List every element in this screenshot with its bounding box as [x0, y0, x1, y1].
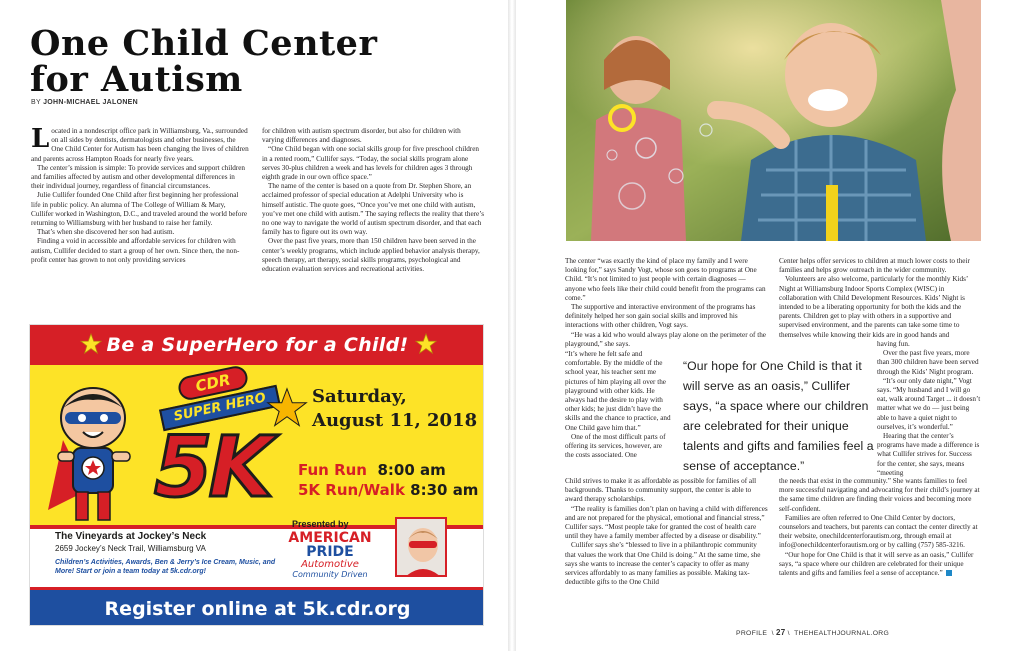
paragraph: “It’s where he felt safe and comfortable. By the middle of the school year, his teacher sent me pictures of him playing all over the playground with other kids. He always had the desire to play with other kids; he just didn’t have the skills and the chance to practice, and One Child gave him that.”	[565, 350, 671, 432]
fun-run-time: 8:00 am	[377, 461, 446, 479]
article-column-2	[262, 127, 484, 274]
children-blowing-bubbles-photo	[566, 0, 981, 241]
paragraph: Over the past five years, more than 150 children have been served in the center’s weekly programs, which include applied behavior analysis therapy, speech therapy, art therapy, social skills programs, psychological and education evaluation services and recreational activities.	[262, 237, 480, 274]
article-title-line2: for Autism	[30, 59, 243, 100]
venue-info	[55, 531, 285, 576]
race-times	[298, 460, 478, 500]
byline	[31, 99, 138, 106]
ad-banner-text: Be a SuperHero for a Child!	[106, 334, 409, 356]
article-column-4-top	[779, 257, 981, 340]
5k-walk-time: 8:30 am	[410, 481, 479, 499]
article-column-1	[31, 124, 249, 265]
event-date-full: August 11, 2018	[312, 410, 478, 431]
paragraph: “He was a kid who would always play alone on the perimeter of the playground,” she says.	[565, 330, 766, 348]
paragraph: for children with autism spectrum disorder, but also for children with varying differences and diagnoses.	[262, 127, 461, 145]
star-icon	[80, 333, 102, 355]
paragraph: having fun.	[877, 340, 910, 348]
paragraph: Julie Cullifer founded One Child after first beginning her professional life in public policy. An alumna of The College of William & Mary, Cullifer worked in Washington, D.C., and traveled around the world before returning to Williamsburg with her husband to raise her family.	[31, 191, 248, 228]
page-footer: PROFILE \ 27 \ THEHEALTHJOURNAL.ORG	[736, 628, 890, 637]
register-banner	[30, 587, 484, 626]
star-icon	[415, 333, 437, 355]
article-column-3-top	[565, 257, 768, 349]
paragraph: Finding a void in accessible and affordable services for children with autism, Cullifer decided to start a group of her own. Since then, the non-profit center has grown to not only providing services	[31, 237, 240, 264]
drop-cap: L	[31, 124, 50, 154]
paragraph: The name of the center is based on a quote from Dr. Stephen Shore, an acclaimed professor of special education at Adelphi University who is himself autistic. The quote goes, “Once you’ve met one child with autism, you’ve met one child with autism.” The saying reflects the reality that there’s no one way to navigate the world of autism spectrum disorder, and that each family has to figure out its own way.	[262, 182, 485, 237]
paragraph: One of the most difficult parts of offering its services, however, are the costs associated. One	[565, 432, 666, 460]
page-gutter	[508, 0, 516, 651]
paragraph: “Our hope for One Child is that it will serve as an oasis,” Cullifer says, “a space where our children are celebrated for their unique talents and gifts and families feel a sense of acceptance.”	[779, 550, 974, 578]
paragraph: “One Child began with one social skills group for five preschool children in a rented room,” Cullifer says. “Today, the social skills program alone serves 30-plus children a week and has levels for children ages 3 through eighth grade in our own office space.”	[262, 145, 479, 182]
paragraph: The center “was exactly the kind of place my family and I were looking for,” says Sandy Vogt, whose son goes to programs at One Child. “It’s not limited to just people with certain diagnoses — anyone who feels like their child could benefit from the programs can come.”	[565, 257, 766, 302]
paragraph: That’s when she discovered her son had autism.	[37, 228, 175, 237]
article-title-line1: One Child Center	[30, 23, 378, 64]
page-number: 27	[775, 628, 786, 637]
article-column-3-narrow	[565, 350, 671, 460]
footer-section: PROFILE	[736, 630, 768, 637]
star-icon	[266, 387, 308, 429]
paragraph: Center helps offer services to children at much lower costs to their families and helps grow outreach in the wider community.	[779, 257, 970, 275]
5k-walk-label: 5K Run/Walk	[298, 481, 405, 499]
article-column-4-bottom	[779, 477, 981, 578]
venue-address: 2659 Jockey’s Neck Trail, Williamsburg VA	[55, 544, 206, 553]
paragraph: The supportive and interactive environment of the programs has definitely helped her son gain social skills and improved his interactions with other children, Vogt says.	[565, 303, 756, 330]
article-column-3-bottom	[565, 477, 768, 587]
paragraph: “It’s our only date night,” Vogt says. “My husband and I will go eat, walk around Target ... it doesn’t matter what we do — just being able to have a quiet night to ourselves, it’s wonderful.”	[877, 376, 981, 431]
pull-quote: “Our hope for One Child is that it will serve as an oasis,” Cullifer says, “a space where our children are celebrated for their unique talents and gifts and families feel a sense of acceptance.”	[683, 359, 874, 473]
paragraph: Hearing that the center’s programs have made a difference is what Cullifer strives for. Success for the center, she says, means “meeting	[877, 432, 980, 477]
paragraph: “The reality is families don’t plan on having a child with differences and are not prepared for the physical, emotional and financial stress,” Cullifer says. “Most people take for granted the cost of health care until they have a family member affected by a disease or disability.”	[565, 504, 768, 541]
register-text: Register online at 5k.cdr.org	[104, 597, 411, 620]
article-column-4-narrow	[877, 340, 981, 478]
fun-run-label: Fun Run	[298, 461, 367, 479]
paragraph: ocated in a nondescript office park in Williamsburg, Va., surrounded on all sides by dentists, dermatologists and other businesses, the One Child Center for Autism has been changing the lives of children and parents across Hampton Roads for nearly five years.	[31, 127, 249, 163]
cdr-5k-advertisement	[29, 324, 484, 626]
paragraph: the needs that exist in the community.” She wants families to feel more successful navigating and advocating for their child’s journey at the same time children are finding their voices and becoming more self-confident.	[779, 477, 980, 513]
paragraph: Cullifer says she’s “blessed to live in a philanthropic community that values the work that One Child is doing.” At the same time, she says she wants to increase the center’s capacity to offer as many services affordably to as many families as possible. Making tax-deductible gifts to the One Child	[565, 541, 761, 587]
5k-big-text: 5K	[154, 418, 270, 516]
venue-name: The Vineyards at Jockey’s Neck	[55, 531, 207, 542]
paragraph: Volunteers are also welcome, particularly for the monthly Kids’ Night at Williamsburg Indoor Sports Complex (WISC) in collaboration with Child Development Resources. Kids’ Night is intended to be a liberating opportunity for both the kids and the parents. Children get to play with others in a supportive and supervised environment, and the parents can take some time to themselves while knowing their kids are in good hands and	[779, 275, 968, 339]
byline-prefix: BY	[31, 99, 41, 106]
paragraph: Families are often referred to One Child Center by doctors, counselors and teachers, but parents can contact the center directly at their website, onechildcenterforautism.org, through email at info@onechildcenterforautism.org or by calling (757) 585-3216.	[779, 513, 978, 550]
event-date-day: Saturday,	[312, 386, 407, 407]
paragraph: Child strives to make it as affordable as possible for families of all backgrounds. Thanks to community support, the center is able to award therapy scholarships.	[565, 477, 757, 504]
cdr-logo-badge: CDR	[176, 364, 249, 402]
american-pride-logo: AMERICAN PRIDE Automotive Community Driven	[288, 530, 372, 579]
paragraph: The center’s mission is simple: To provide services and support children and families affected by autism and other developmental differences in their individual journey, regardless of financial circumstances.	[31, 163, 246, 191]
end-mark-icon	[946, 570, 952, 576]
paragraph: Over the past five years, more than 300 children have been served through the Kids’ Night program.	[877, 349, 979, 376]
footer-site: THEHEALTHJOURNAL.ORG	[794, 630, 890, 637]
byline-author: JOHN-MICHAEL JALONEN	[43, 99, 138, 106]
presented-by: Presented by	[292, 519, 349, 529]
activities-text: Children’s Activities, Awards, Ben & Jerry’s Ice Cream, Music, and More! Start or join a team today at 5k.cdr.org!	[55, 559, 276, 575]
child-in-mask-photo	[395, 517, 447, 577]
superhero-mascot-illustration	[38, 370, 148, 530]
super-hero-ribbon: SUPER HERO	[159, 385, 281, 431]
article-title	[30, 23, 500, 100]
event-date	[312, 385, 477, 433]
